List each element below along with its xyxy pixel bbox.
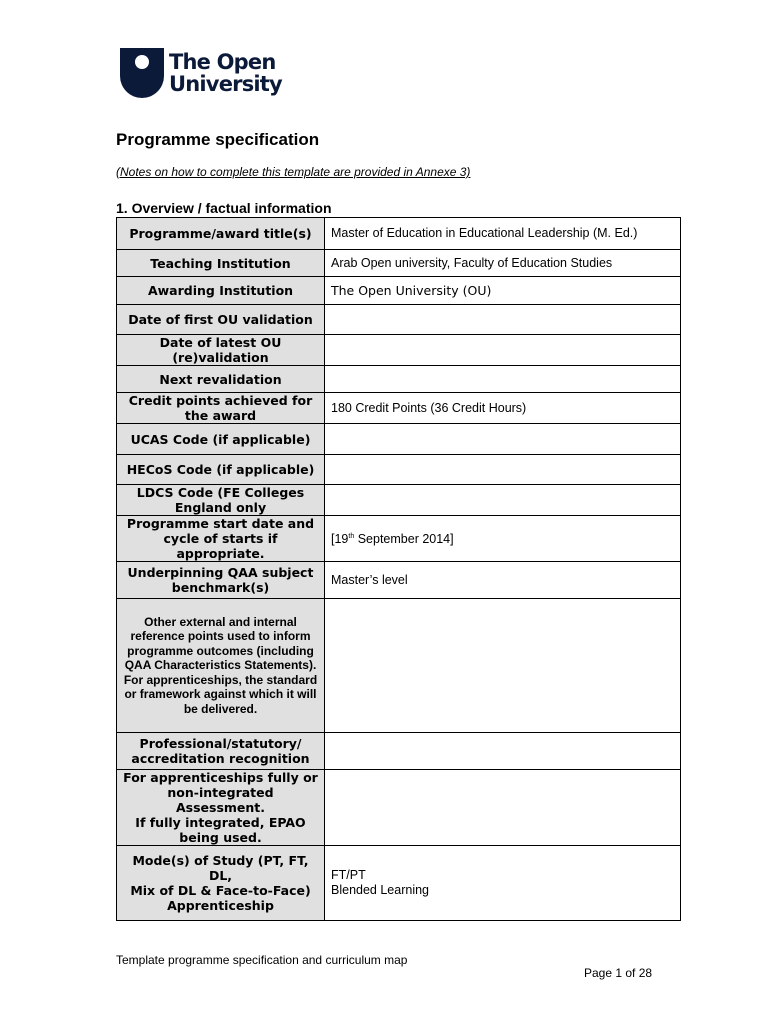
row-value: Master of Education in Educational Leadership (M. Ed.) — [325, 218, 681, 250]
row-value — [325, 424, 681, 455]
row-value — [325, 516, 681, 562]
row-value: 180 Credit Points (36 Credit Hours) — [325, 393, 681, 424]
row-value — [325, 455, 681, 485]
table-row — [117, 218, 681, 250]
start-date-suffix: September 2014] — [354, 532, 454, 547]
logo-wordmark — [169, 51, 282, 95]
footer-text: Template programme specification and curriculum map — [116, 953, 408, 967]
row-label: For apprenticeships fully or non-integrated Assessment. If fully integrated, EPAO being used. — [117, 770, 325, 846]
row-label: HECoS Code (if applicable) — [117, 455, 325, 485]
row-label: Date of first OU validation — [117, 305, 325, 335]
table-row — [117, 733, 681, 770]
table-row — [117, 366, 681, 393]
table-row — [117, 516, 681, 562]
table-row — [117, 250, 681, 277]
row-label: Mode(s) of Study (PT, FT, DL, Mix of DL & Face-to-Face) Apprenticeship — [117, 846, 325, 921]
row-value: FT/PT Blended Learning — [325, 846, 681, 921]
open-university-logo — [120, 47, 282, 99]
row-value — [325, 733, 681, 770]
table-row — [117, 770, 681, 846]
row-value — [325, 770, 681, 846]
overview-table — [116, 217, 681, 921]
row-value — [325, 599, 681, 733]
open-university-shield-icon — [120, 48, 164, 98]
row-label: LDCS Code (FE Colleges England only — [117, 485, 325, 516]
table-row — [117, 393, 681, 424]
row-value: Arab Open university, Faculty of Education Studies — [325, 250, 681, 277]
table-row — [117, 305, 681, 335]
start-date-prefix: [19 — [331, 532, 349, 547]
start-date-ordinal: th — [348, 533, 355, 541]
row-value — [325, 335, 681, 366]
row-value — [325, 305, 681, 335]
table-row — [117, 562, 681, 599]
table-row — [117, 335, 681, 366]
page-number: Page 1 of 28 — [584, 966, 653, 980]
table-row — [117, 599, 681, 733]
row-label: Programme/award title(s) — [117, 218, 325, 250]
row-value: Master’s level — [325, 562, 681, 599]
row-label: Professional/statutory/ accreditation recognition — [117, 733, 325, 770]
row-label: Programme start date and cycle of starts if appropriate. — [117, 516, 325, 562]
row-label: Awarding Institution — [117, 277, 325, 305]
table-row — [117, 455, 681, 485]
row-label: Date of latest OU (re)validation — [117, 335, 325, 366]
row-label: Underpinning QAA subject benchmark(s) — [117, 562, 325, 599]
table-row — [117, 277, 681, 305]
page-title: Programme specification — [116, 130, 320, 149]
template-notes: (Notes on how to complete this template are provided in Annexe 3) — [116, 165, 471, 179]
row-label: Teaching Institution — [117, 250, 325, 277]
table-row — [117, 485, 681, 516]
row-label: Next revalidation — [117, 366, 325, 393]
table-row — [117, 424, 681, 455]
section-heading: 1. Overview / factual information — [116, 200, 332, 216]
table-row — [117, 846, 681, 921]
row-value — [325, 366, 681, 393]
row-label: UCAS Code (if applicable) — [117, 424, 325, 455]
row-label: Credit points achieved for the award — [117, 393, 325, 424]
row-value: The Open University (OU) — [325, 277, 681, 305]
logo-line-2: University — [169, 72, 282, 96]
row-value — [325, 485, 681, 516]
logo-line-1: The Open — [169, 50, 276, 74]
row-label: Other external and internal reference points used to inform programme outcomes (including QAA Characteristics Statements). For apprenticeships, the standard or framework against which it will be delivered. — [117, 599, 325, 733]
